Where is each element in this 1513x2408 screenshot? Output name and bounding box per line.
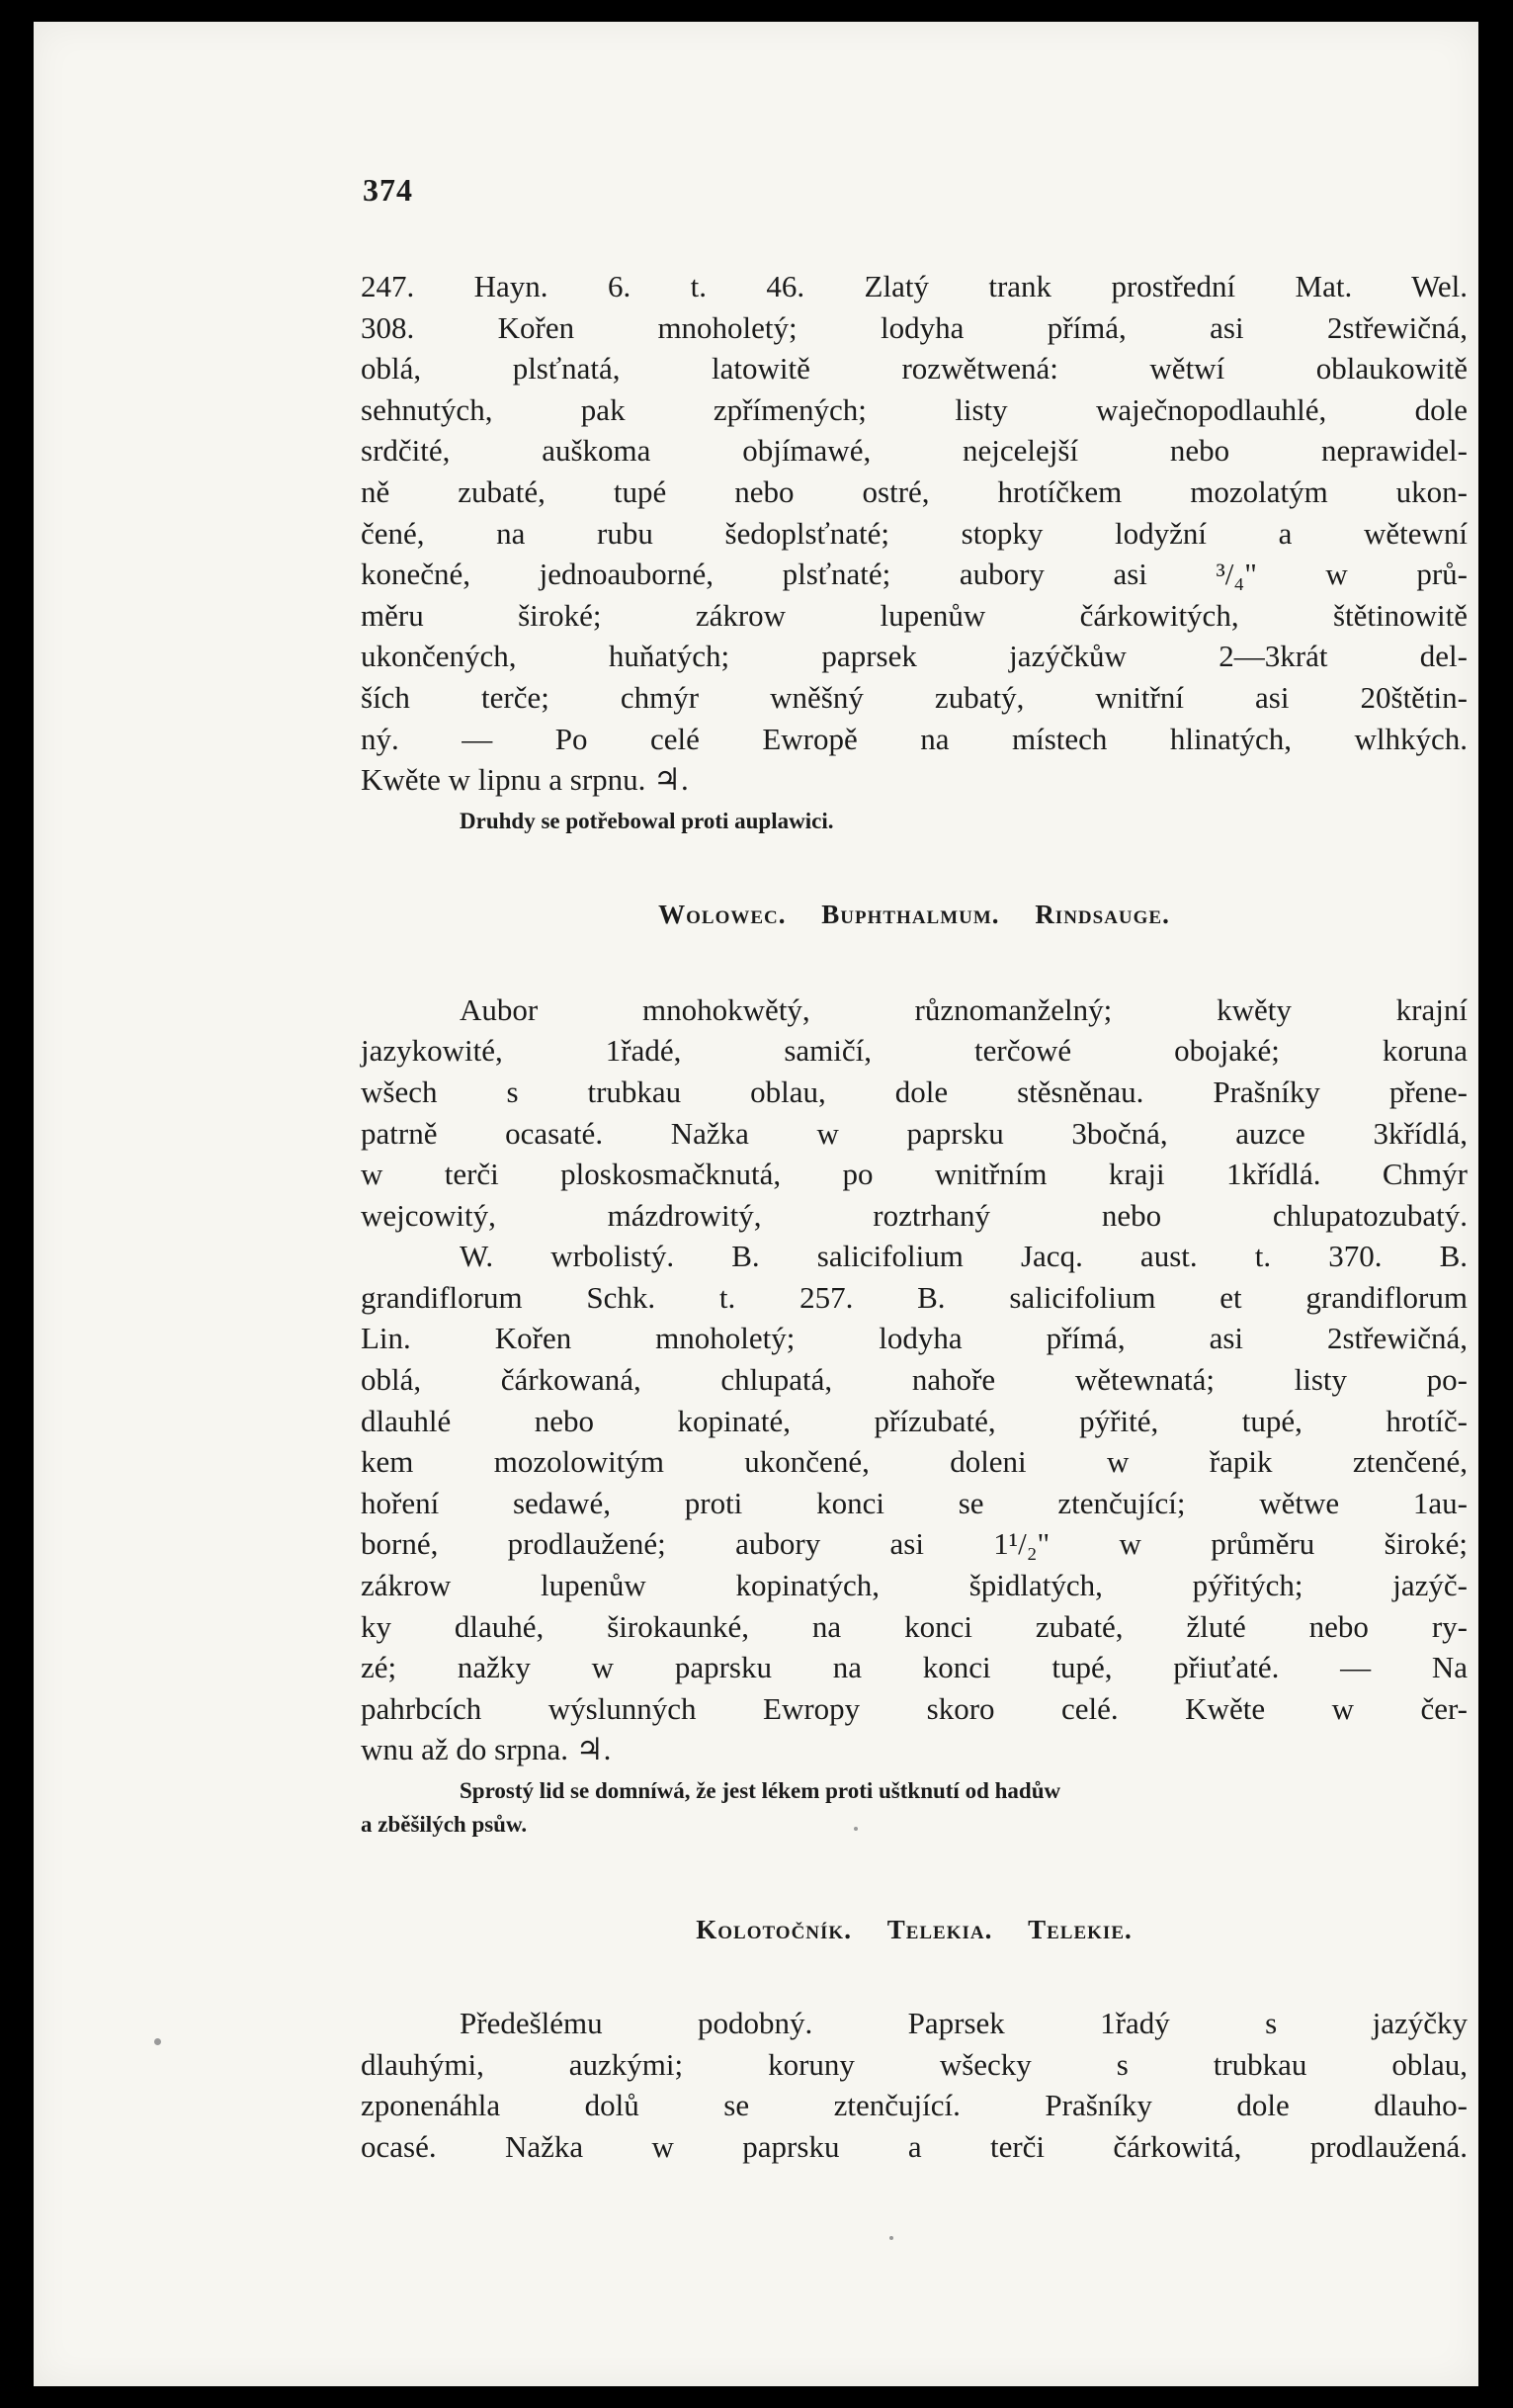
genus-czech-name: Wolowec. <box>658 899 787 929</box>
text-line: kem mozolowitým ukončené, doleni w řapik ztenčené, <box>361 1444 1468 1480</box>
text-line: Kwěte w lipnu a srpnu. ♃. <box>361 762 689 798</box>
text-line: w terči ploskosmačknutá, po wnitřním kraji 1křídlá. Chmýr <box>361 1157 1468 1192</box>
text-line: jazykowité, 1řadé, samičí, terčowé obojaké; koruna <box>361 1033 1468 1069</box>
genus-czech-name: Kolotočník. <box>696 1915 852 1944</box>
text-line: borné, prodlaužené; aubory asi 1¹/₂" w průměru široké; <box>361 1526 1468 1562</box>
text-line: wnu až do srpna. ♃. <box>361 1732 612 1767</box>
text-line: Předešlému podobný. Paprsek 1řadý s jazýčky <box>460 2006 1468 2040</box>
text-line: ocasé. Nažka w paprsku a terči čárkowitá, prodlaužená. <box>361 2128 1468 2164</box>
genus-german-name: Rindsauge. <box>1035 899 1170 929</box>
page-number: 374 <box>363 172 413 208</box>
entry-continuation <box>361 266 1468 801</box>
genus-description <box>361 2003 1468 2167</box>
species-entry <box>361 1236 1468 1770</box>
text-line: ně zubaté, tupé nebo ostré, hrotíčkem mozolatým ukon- <box>361 473 1468 509</box>
text-line: wšech s trubkau oblau, dole stěsněnau. Prašníky přene- <box>361 1074 1468 1109</box>
text-line: dlauhlé nebo kopinaté, přízubaté, pýřité, tupé, hrotíč- <box>361 1403 1468 1438</box>
note-line: a zběšilých psůw. <box>361 1812 528 1837</box>
text-line: 247. Hayn. 6. t. 46. Zlatý trank prostřední Mat. Wel. <box>361 269 1468 303</box>
text-line: ukončených, huňatých; paprsek jazýčkůw 2—3krát del- <box>361 639 1468 674</box>
text-line: srdčité, auškoma objímawé, nejcelejší nebo neprawidel- <box>361 433 1468 469</box>
text-line: oblá, plsťnatá, latowitě rozwětwená: wětwí oblaukowitě <box>361 351 1468 387</box>
note-line: Sprostý lid se domníwá, že jest lékem proti uštknutí od hadůw <box>460 1778 1061 1803</box>
text-line: čené, na rubu šedoplsťnaté; stopky lodyžní a wětewní <box>361 515 1468 551</box>
text-line: Aubor mnohokwětý, různomanželný; kwěty krajní <box>460 991 1468 1027</box>
genus-heading <box>361 1915 1468 1945</box>
text-line: Lin. Kořen mnoholetý; lodyha přímá, asi 2střewičná, <box>361 1321 1468 1356</box>
text-line: sehnutých, pak zpřímených; listy waječnopodlauhlé, dole <box>361 391 1468 427</box>
text-line: 308. Kořen mnoholetý; lodyha přímá, asi 2střewičná, <box>361 309 1468 345</box>
page-content <box>361 172 1468 2167</box>
text-line: W. wrbolistý. B. salicifolium Jacq. aust. t. 370. B. <box>460 1239 1468 1274</box>
paper-speck <box>889 2236 893 2240</box>
genus-description <box>361 989 1468 1237</box>
text-line: oblá, čárkowaná, chlupatá, nahoře wětewnatá; listy po- <box>361 1362 1468 1398</box>
genus-latin-name: Telekia. <box>886 1915 993 1944</box>
text-line: pahrbcích wýslunných Ewropy skoro celé. Kwěte w čer- <box>361 1690 1468 1726</box>
text-line: patrně ocasaté. Nažka w paprsku 3bočná, auzce 3křídlá, <box>361 1115 1468 1151</box>
paper-speck <box>154 2038 161 2045</box>
book-page <box>34 22 1478 2386</box>
text-line: zponenáhla dolů se ztenčující. Prašníky dole dlauho- <box>361 2088 1468 2123</box>
text-line: zákrow lupenůw kopinatých, špidlatých, pýřitých; jazýč- <box>361 1568 1468 1603</box>
text-line: hoření sedawé, proti konci se ztenčující; wětwe 1au- <box>361 1485 1468 1520</box>
note-line: Druhdy se potřebowal proti auplawici. <box>460 808 834 833</box>
text-line: wejcowitý, mázdrowitý, roztrhaný nebo chlupatozubatý. <box>361 1197 1468 1233</box>
text-line: měru široké; zákrow lupenůw čárkowitých, štětinowitě <box>361 597 1468 633</box>
text-line: dlauhými, auzkými; koruny wšecky s trubkau oblau, <box>361 2046 1468 2082</box>
genus-german-name: Telekie. <box>1028 1915 1133 1944</box>
text-line: ky dlauhé, širokaunké, na konci zubaté, žluté nebo ry- <box>361 1608 1468 1644</box>
text-line: grandiflorum Schk. t. 257. B. salicifolium et grandiflorum <box>361 1279 1468 1315</box>
text-line: zé; nažky w paprsku na konci tupé, přiuťaté. — Na <box>361 1650 1468 1685</box>
genus-latin-name: Buphthalmum. <box>821 899 1000 929</box>
text-line: konečné, jednoauborné, plsťnaté; aubory asi ³/₄" w prů- <box>361 557 1468 592</box>
genus-heading <box>361 900 1468 930</box>
text-line: ších terče; chmýr wněšný zubatý, wnitřní asi 20štětin- <box>361 679 1468 715</box>
usage-note <box>361 805 1468 838</box>
folk-note <box>361 1774 1468 1842</box>
text-line: ný. — Po celé Ewropě na místech hlinatých, wlhkých. <box>361 721 1468 756</box>
